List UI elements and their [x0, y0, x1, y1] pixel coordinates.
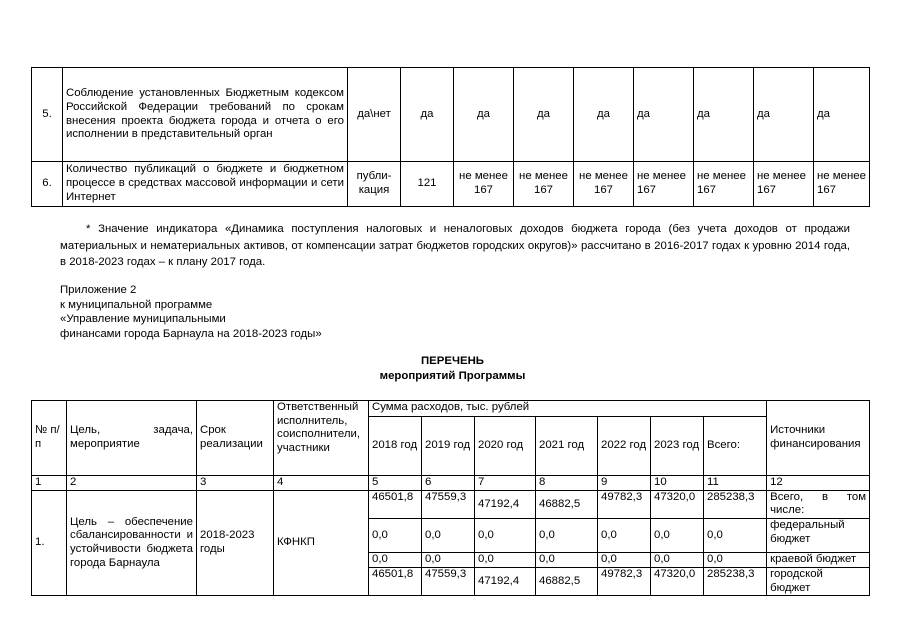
header-year: 2022 год: [598, 417, 651, 476]
header-goal: Цель, задача, мероприятие: [67, 401, 197, 476]
value-cell: не менее 167: [634, 162, 694, 207]
base-value: да: [401, 68, 454, 162]
amount-cell: 0,0: [475, 519, 536, 553]
goal-text: Цель – обеспечение сбалансированности и устойчивости бюджета города Барнаула: [67, 490, 197, 596]
amount-cell: 0,0: [704, 553, 767, 568]
amount-cell: 46501,8: [369, 490, 422, 518]
appendix-header: [60, 283, 322, 341]
amount-cell: 0,0: [536, 519, 598, 553]
source-cell: городской бюджет: [767, 568, 870, 596]
column-number: 5: [369, 476, 422, 491]
header-sum: Сумма расходов, тыс. рублей: [369, 401, 767, 417]
source-cell: краевой бюджет: [767, 553, 870, 568]
amount-cell: 47192,4: [475, 568, 536, 596]
amount-cell: 0,0: [536, 553, 598, 568]
row-number: 5.: [32, 68, 63, 162]
value-cell: не менее 167: [574, 162, 634, 207]
value-cell: да: [814, 68, 870, 162]
header-responsible: Ответственный исполнитель, соисполнители, участники: [274, 401, 369, 476]
amount-cell: 0,0: [598, 519, 651, 553]
value-cell: да: [634, 68, 694, 162]
amount-cell: 46501,8: [369, 568, 422, 596]
amount-cell: 47320,0: [651, 490, 704, 518]
value-cell: не менее 167: [454, 162, 514, 207]
amount-cell: 0,0: [475, 553, 536, 568]
subtitle-line: мероприятий Программы: [379, 369, 526, 382]
amount-cell: 0,0: [422, 553, 475, 568]
amount-cell: 0,0: [598, 553, 651, 568]
appendix-line: к муниципальной программе: [60, 298, 213, 311]
unit-cell: да\нет: [348, 68, 401, 162]
indicator-footnote: * Значение индикатора «Динамика поступления налоговых и неналоговых доходов бюджета города (без учета доходов от продажи материальных и нематериальных активов, от компенсации затрат бюджетов городских округов)» рассчитано в 2016-2017 годах к уровню 2014 года, в 2018-2023 годах – к плану 2017 года.: [60, 223, 850, 269]
appendix-line: Приложение 2: [60, 284, 137, 296]
table-row: [32, 68, 870, 162]
value-cell: да: [574, 68, 634, 162]
value-cell: да: [694, 68, 754, 162]
value-cell: не менее 167: [814, 162, 870, 207]
table-row: [32, 162, 870, 207]
amount-cell: 0,0: [422, 519, 475, 553]
amount-cell: 47559,3: [422, 568, 475, 596]
indicator-text: Количество публикаций о бюджете и бюджетном процессе в средствах массовой информации и сети Интернет: [63, 162, 348, 207]
header-year: 2020 год: [475, 417, 536, 476]
header-year: 2019 год: [422, 417, 475, 476]
value-cell: да: [454, 68, 514, 162]
header-num: № п/п: [32, 401, 67, 476]
column-number: 10: [651, 476, 704, 491]
column-number: 1: [32, 476, 67, 491]
document-title: [0, 354, 905, 384]
source-cell: Всего, в том числе:: [767, 490, 870, 518]
amount-cell: 47192,4: [475, 490, 536, 518]
header-year: 2021 год: [536, 417, 598, 476]
column-number: 4: [274, 476, 369, 491]
column-number: 3: [197, 476, 274, 491]
value-cell: да: [514, 68, 574, 162]
column-number: 8: [536, 476, 598, 491]
amount-cell: 285238,3: [704, 490, 767, 518]
title-line: ПЕРЕЧЕНЬ: [421, 355, 484, 367]
amount-cell: 49782,3: [598, 490, 651, 518]
column-number: 11: [704, 476, 767, 491]
header-sources: Источники финансирования: [767, 401, 870, 476]
table-row: [32, 490, 870, 518]
amount-cell: 0,0: [704, 519, 767, 553]
appendix-line: «Управление муниципальными: [60, 313, 226, 326]
source-cell: федеральный бюджет: [767, 519, 870, 553]
value-cell: да: [754, 68, 814, 162]
term-text: 2018-2023 годы: [197, 490, 274, 596]
measures-table: [31, 400, 870, 596]
column-number: 7: [475, 476, 536, 491]
value-cell: не менее 167: [514, 162, 574, 207]
header-total: Всего:: [704, 417, 767, 476]
header-term: Срок реализации: [197, 401, 274, 476]
amount-cell: 46882,5: [536, 490, 598, 518]
column-number-row: [32, 476, 870, 491]
header-year: 2018 год: [369, 417, 422, 476]
column-number: 2: [67, 476, 197, 491]
unit-cell: публи-кация: [348, 162, 401, 207]
amount-cell: 0,0: [369, 519, 422, 553]
appendix-line: финансами города Барнаула на 2018-2023 годы»: [60, 327, 322, 340]
indicator-text: Соблюдение установленных Бюджетным кодексом Российской Федерации требований по срокам внесения проекта бюджета города и отчета о его исполнении в представительный орган: [63, 68, 348, 162]
amount-cell: 46882,5: [536, 568, 598, 596]
value-cell: не менее 167: [694, 162, 754, 207]
amount-cell: 0,0: [369, 553, 422, 568]
amount-cell: 49782,3: [598, 568, 651, 596]
header-year: 2023 год: [651, 417, 704, 476]
column-number: 6: [422, 476, 475, 491]
column-number: 9: [598, 476, 651, 491]
value-cell: не менее 167: [754, 162, 814, 207]
base-value: 121: [401, 162, 454, 207]
amount-cell: 0,0: [651, 519, 704, 553]
amount-cell: 0,0: [651, 553, 704, 568]
responsible-text: КФНКП: [274, 490, 369, 596]
column-number: 12: [767, 476, 870, 491]
amount-cell: 47559,3: [422, 490, 475, 518]
amount-cell: 47320,0: [651, 568, 704, 596]
row-number: 6.: [32, 162, 63, 207]
amount-cell: 285238,3: [704, 568, 767, 596]
row-number: 1.: [32, 490, 67, 596]
header-row: [32, 401, 870, 417]
indicators-table: [31, 67, 870, 207]
